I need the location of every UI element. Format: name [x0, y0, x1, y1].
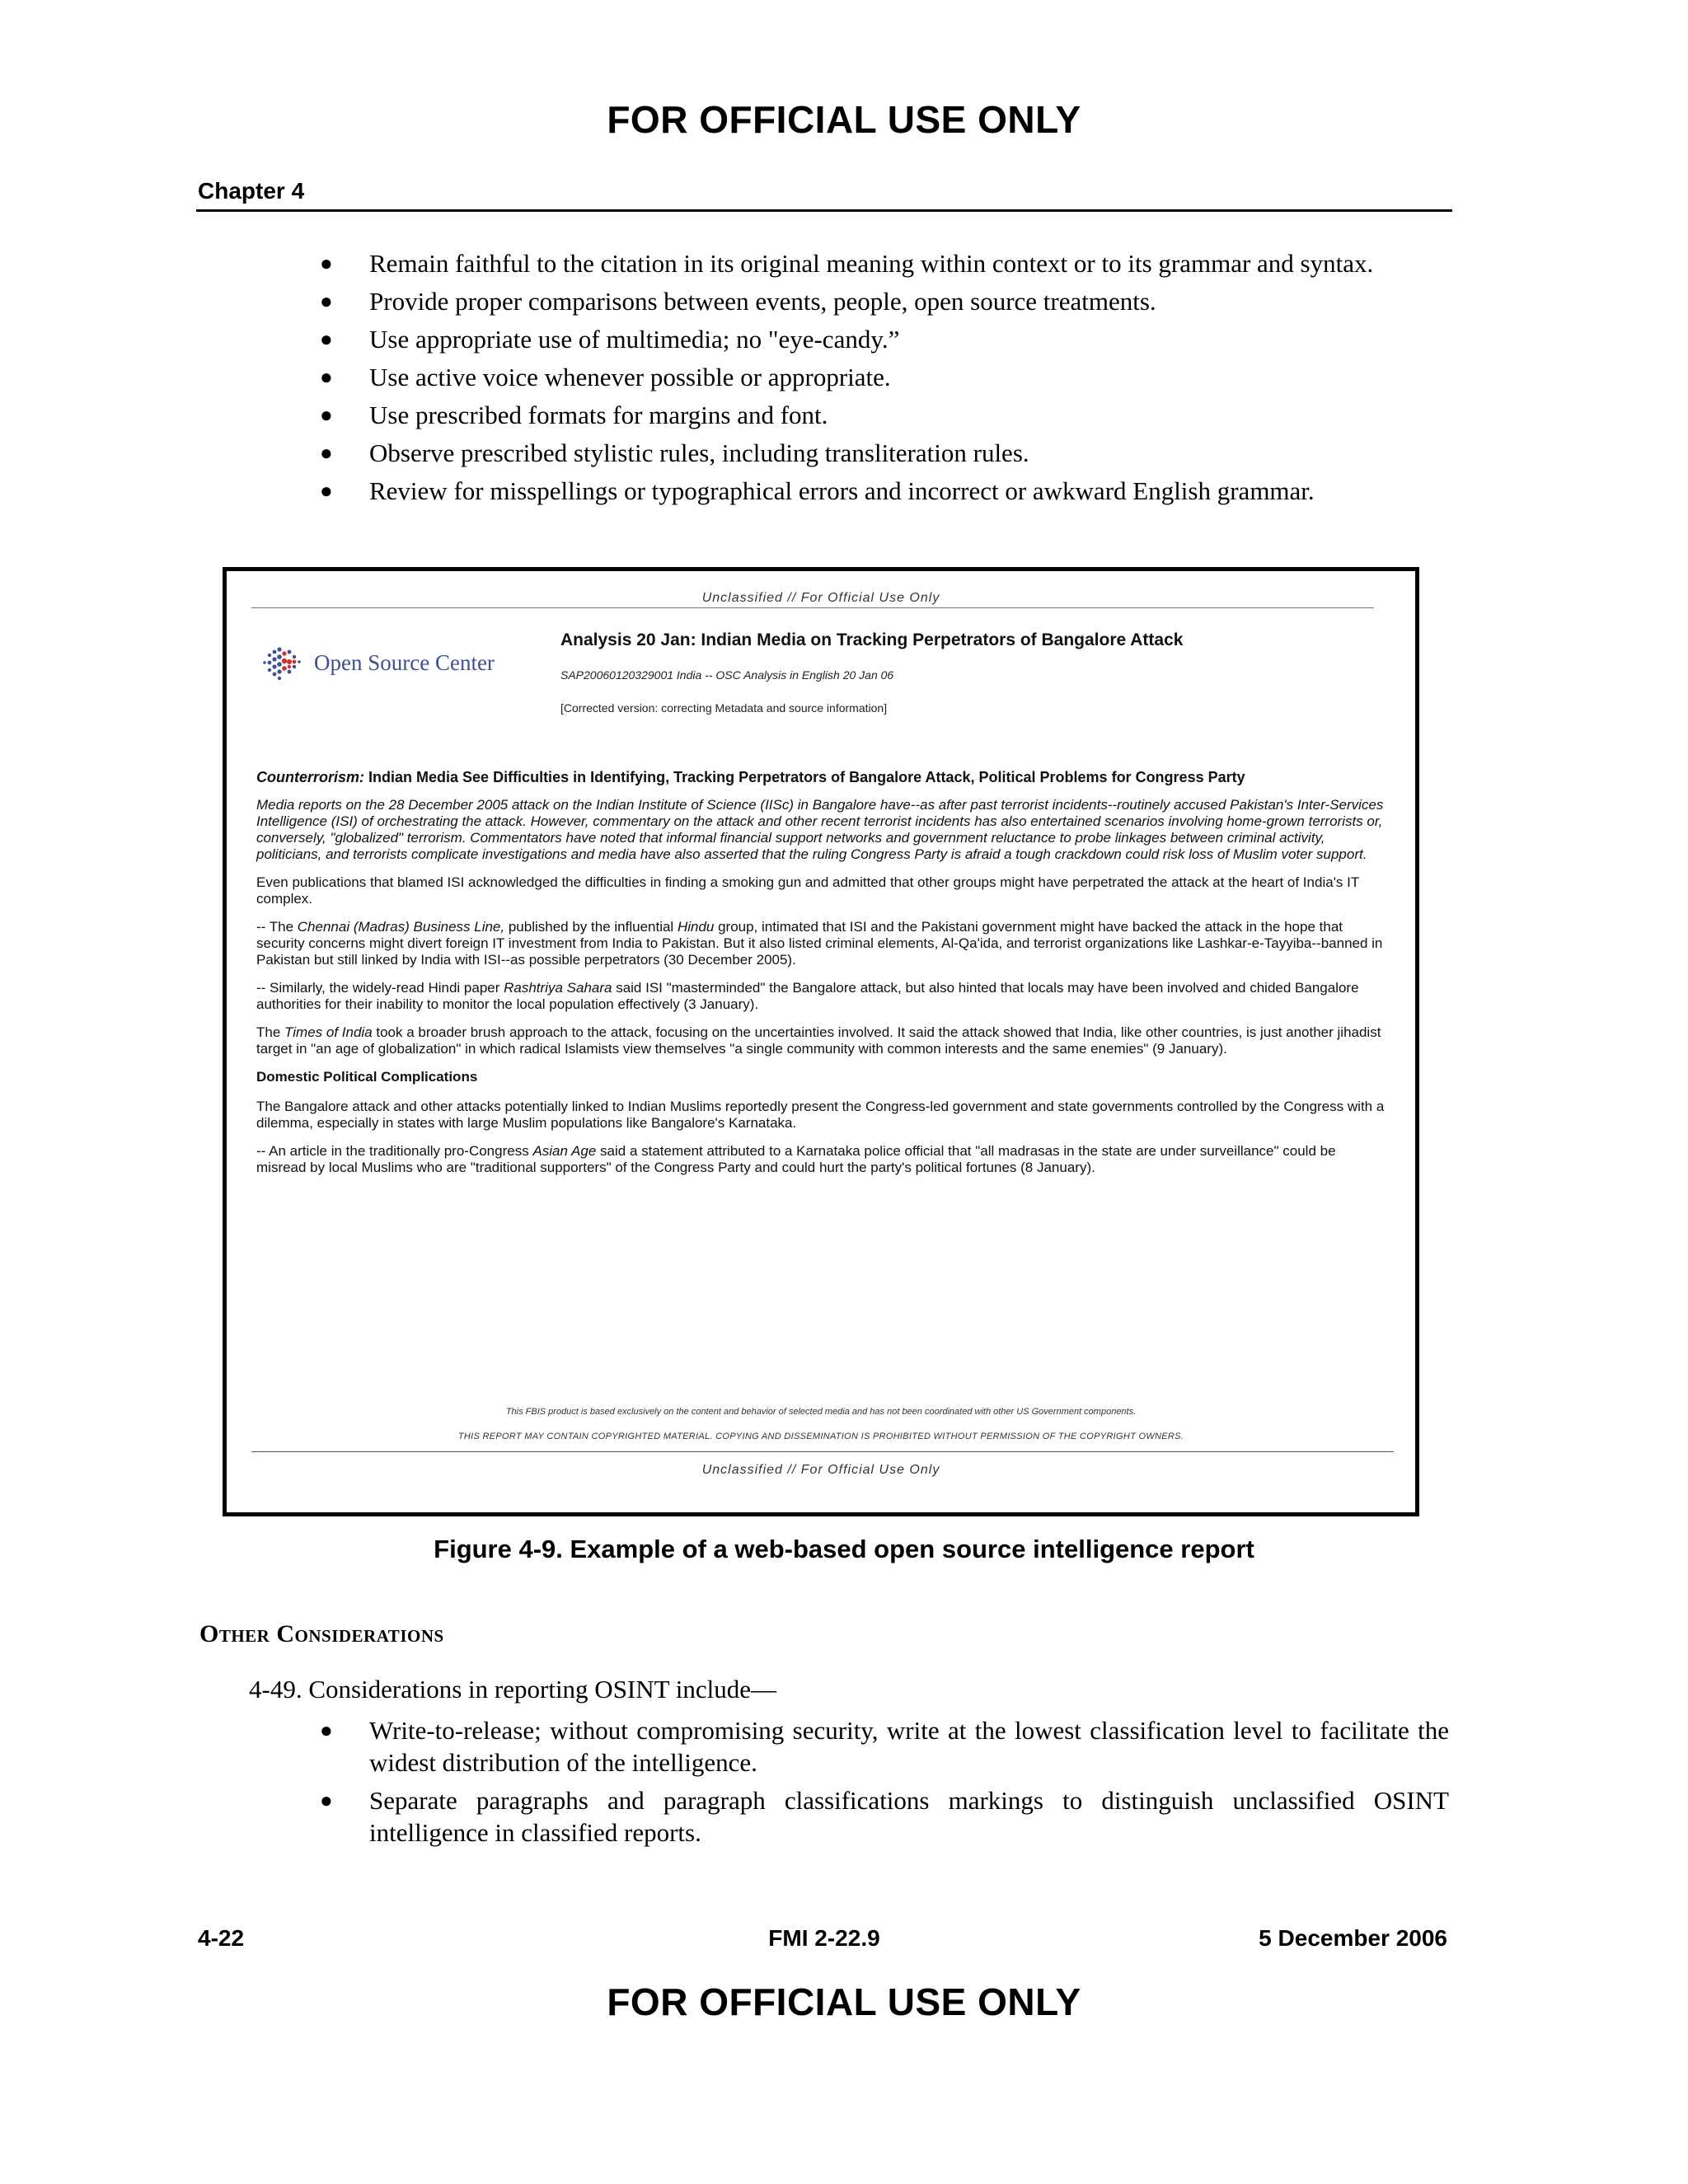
- report-paragraph: The Times of India took a broader brush approach to the attack, focusing on the uncertainties involved. It said the attack showed that India, like other countries, is just another jihadist target in "an age of globalization" in which radical Islamists view themselves "a single community with common interests and the same enemies" (9 January).: [256, 1024, 1381, 1057]
- osc-logo-text: Open Source Center: [314, 649, 495, 675]
- bullet-list-top: [0, 247, 1449, 513]
- bullet-icon: ●: [320, 327, 333, 351]
- report-id: SAP20060120329001 India -- OSC Analysis in English 20 Jan 06: [560, 668, 894, 682]
- bullet-icon: ●: [320, 365, 333, 389]
- paragraph: 4-49. Considerations in reporting OSINT include—: [249, 1675, 777, 1704]
- classification-banner-top: FOR OFFICIAL USE ONLY: [607, 98, 1081, 141]
- bullet-icon: ●: [320, 441, 333, 465]
- report-figure: [223, 567, 1419, 1516]
- document-date: 5 December 2006: [1259, 1925, 1447, 1951]
- classification-banner-bottom: FOR OFFICIAL USE ONLY: [607, 1980, 1081, 2023]
- figure-caption: Figure 4-9. Example of a web-based open source intelligence report: [434, 1535, 1254, 1563]
- list-item: ● Use appropriate use of multimedia; no "eye-candy.”: [320, 325, 900, 354]
- bullet-icon: ●: [320, 251, 333, 275]
- figure-classification-top: Unclassified // For Official Use Only: [701, 591, 940, 605]
- bullet-icon: ●: [320, 289, 333, 313]
- figure-rule-bottom: [251, 1451, 1394, 1452]
- report-title: Analysis 20 Jan: Indian Media on Tracking Perpetrators of Bangalore Attack: [560, 630, 1184, 649]
- report-heading: Counterrorism: Indian Media See Difficulties in Identifying, Tracking Perpetrators of Bangalore Attack, Political Problems for Congress Party: [256, 769, 1245, 785]
- list-item: ● Review for misspellings or typographical errors and incorrect or awkward English grammar.: [320, 476, 1315, 505]
- report-paragraph: -- An article in the traditionally pro-Congress Asian Age said a statement attributed to a Karnataka police official that "all madrasas in the state are under surveillance" could be misread by local Muslims who are "traditional supporters" of the Congress Party and could hurt the party's political fortunes (8 January).: [256, 1143, 1336, 1175]
- section-title: Other Considerations: [199, 1620, 444, 1647]
- bullet-list-bottom: [0, 1714, 1449, 1854]
- header-rule: [196, 209, 1452, 212]
- list-item: ● Provide proper comparisons between events, people, open source treatments.: [320, 287, 1156, 316]
- report-footnote: This FBIS product is based exclusively on the content and behavior of selected media and has not been coordinated with other US Government components.: [505, 1407, 1137, 1417]
- report-copyright: THIS REPORT MAY CONTAIN COPYRIGHTED MATERIAL. COPYING AND DISSEMINATION IS PROHIBITED WITHOUT PERMISSION OF THE COPYRIGHT OWNERS.: [457, 1432, 1184, 1441]
- list-item: ● Separate paragraphs and paragraph classifications markings to distinguish unclassified OSINT intelligence in classified reports.: [320, 1786, 1449, 1847]
- document-number: FMI 2-22.9: [768, 1925, 880, 1951]
- list-item: ● Use active voice whenever possible or appropriate.: [320, 363, 891, 391]
- report-summary: Media reports on the 28 December 2005 attack on the Indian Institute of Science (IISc) in Bangalore have--as after past terrorist incidents--routinely accused Pakistan's Inter-Services Intelligence (ISI) of orchestrating the attack. However, commentary on the attack and other recent terrorist incidents has also entertained scenarios involving home-grown terrorists or, conversely, "globalized" terrorism. Commentators have noted that informal financial support networks and government reluctance to probe linkages between criminal activity, politicians, and terrorists complicate investigations and media have also asserted that the ruling Congress Party is afraid a tough crackdown could risk loss of Muslim voter support.: [256, 797, 1384, 862]
- figure-rule-top: [251, 607, 1374, 608]
- report-note: [Corrected version: correcting Metadata and source information]: [560, 701, 888, 715]
- report-body: [256, 769, 1386, 1188]
- bullet-icon: ●: [320, 1718, 333, 1742]
- osc-logo-icon: [261, 644, 307, 682]
- list-item: ● Observe prescribed stylistic rules, including transliteration rules.: [320, 438, 1029, 467]
- report-paragraph: Even publications that blamed ISI acknowledged the difficulties in finding a smoking gun and admitted that other groups might have perpetrated the attack at the heart of India's IT complex.: [256, 874, 1359, 907]
- list-item: ● Write-to-release; without compromising security, write at the lowest classification level to facilitate the widest distribution of the intelligence.: [320, 1716, 1449, 1777]
- osc-logo: [261, 644, 495, 682]
- report-paragraph: The Bangalore attack and other attacks potentially linked to Indian Muslims reportedly present the Congress-led government and state governments controlled by the Congress with a dilemma, especially in states with large Muslim populations like Bangalore's Karnataka.: [256, 1099, 1385, 1131]
- report-paragraph: -- Similarly, the widely-read Hindi paper Rashtriya Sahara said ISI "masterminded" the Bangalore attack, but also hinted that locals may have been involved and chided Bangalore authorities for their inability to monitor the local population effectively (3 January).: [256, 980, 1359, 1012]
- chapter-label: Chapter 4: [198, 178, 305, 204]
- report-subheading: Domestic Political Complications: [256, 1069, 478, 1085]
- list-item: ● Use prescribed formats for margins and font.: [320, 401, 828, 429]
- figure-classification-bottom: Unclassified // For Official Use Only: [701, 1463, 940, 1477]
- list-item: ● Remain faithful to the citation in its original meaning within context or to its grammar and syntax.: [320, 249, 1374, 278]
- bullet-icon: ●: [320, 403, 333, 427]
- bullet-icon: ●: [320, 1788, 333, 1812]
- bullet-icon: ●: [320, 479, 333, 503]
- report-paragraph: -- The Chennai (Madras) Business Line, published by the influential Hindu group, intimated that ISI and the Pakistani government might have backed the attack in the hope that security concerns might divert foreign IT investment from India to Pakistan. But it also listed criminal elements, Al-Qa'ida, and terrorist organizations like Lashkar-e-Tayyiba--banned in Pakistan but still linked by India with ISI--as possible perpetrators (30 December 2005).: [256, 919, 1383, 968]
- page-number: 4-22: [198, 1925, 245, 1951]
